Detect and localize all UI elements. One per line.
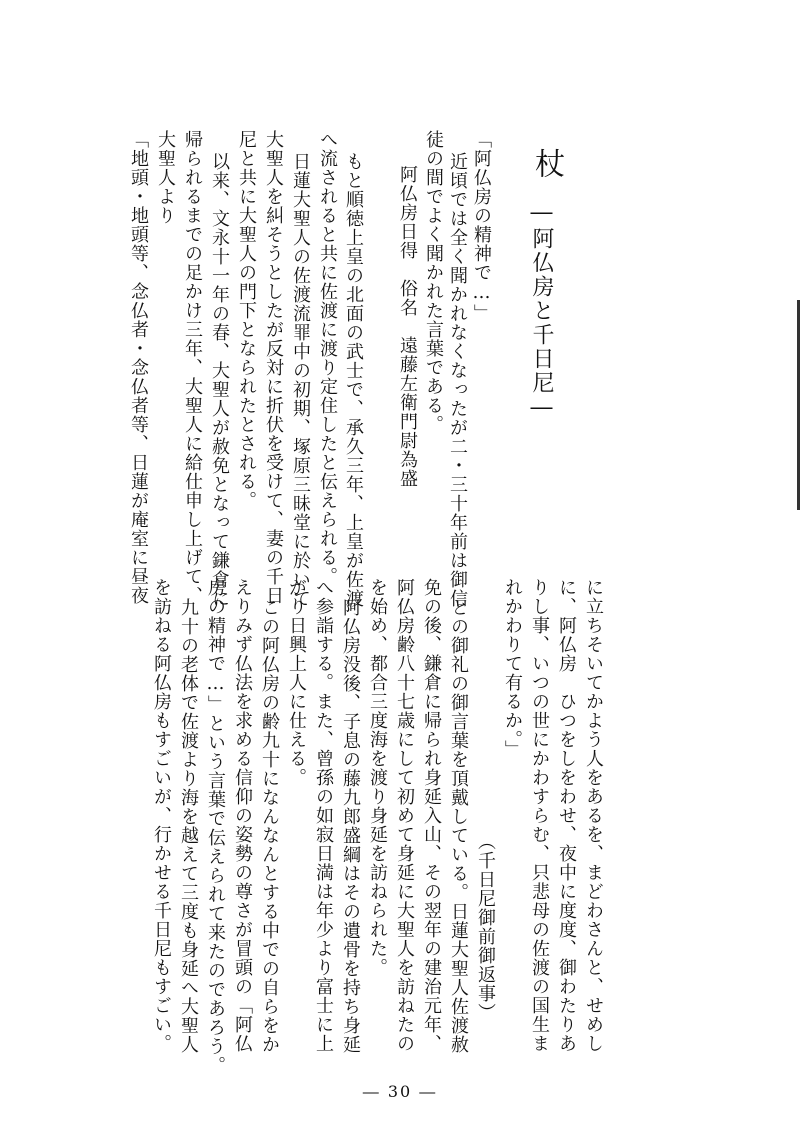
text-column: 尼と共に大聖人の門下となられたとされる。 xyxy=(236,130,257,510)
text-column: を訪ねる阿仏房もすごいが、行かせる千日尼もすごい。 xyxy=(151,578,172,1053)
text-column: がり日興上人に仕える。 xyxy=(286,578,307,787)
text-column: 帰られるまでの足かけ三年、大聖人に給仕申し上げて、 xyxy=(182,130,203,605)
text-column: との御礼の御言葉を頂戴している。日蓮大聖人佐渡赦 xyxy=(448,598,469,1054)
text-column: えりみず仏法を求める信仰の姿勢の尊さが冒頭の「阿仏 xyxy=(232,578,253,1053)
text-column: 房の精神で…」という言葉で伝えられて来たのであろう。 xyxy=(205,578,226,1075)
text-column: 徒の間でよく聞かれた言葉である。 xyxy=(423,130,444,434)
text-column: を始め、都合三度海を渡り身延を訪ねられた。 xyxy=(367,578,388,977)
title: 杖 xyxy=(529,148,564,178)
page-number: ― 30 ― xyxy=(362,1082,438,1101)
citation: （千日尼御前御返事） xyxy=(475,832,496,1022)
text-column: に、阿仏房 ひつをしをわせ、夜中に度度、御わたりあ xyxy=(556,578,577,1053)
text-column: れかわりて有るか。」 xyxy=(502,578,523,759)
text-column: 「地頭・地頭等、念仏者・念仏者等、日蓮が庵室に昼夜 xyxy=(128,130,149,605)
text-column: 免の後、鎌倉に帰られ身延入山、その翌年の建治元年、 xyxy=(421,578,442,1053)
text-column: 阿仏房没後、子息の藤九郎盛綱はその遺骨を持ち身延 xyxy=(340,598,361,1054)
text-column: 阿仏房日得 俗名 遠藤左衛門尉為盛 xyxy=(397,165,418,488)
text-column: 阿仏房齢八十七歳にして初めて身延に大聖人を訪ねたの xyxy=(394,578,415,1053)
text-column: 大聖人より xyxy=(155,130,176,225)
text-column: 大聖人を糾そうとしたが反対に折伏を受けて、妻の千日 xyxy=(263,130,284,605)
text-column: 以来、文永十一年の春、大聖人が赦免となって鎌倉に xyxy=(209,152,230,608)
text-column: この阿仏房の齢九十になんなんとする中での自らをか xyxy=(259,598,280,1054)
text-column: 日蓮大聖人の佐渡流罪中の初期、塚原三昧堂に於いて xyxy=(290,152,311,608)
text-column: へ流されると共に佐渡に渡り定住したと伝えられる。 xyxy=(317,130,338,586)
text-column: 「阿仏房の精神で…」 xyxy=(471,130,492,323)
subtitle: ―阿仏房と千日尼― xyxy=(529,200,554,422)
text-column: りし事、いつの世にかわすらむ、只悲母の佐渡の国生ま xyxy=(529,578,550,1053)
text-column: 近頃では全く聞かれなくなったが二・三十年前は御信 xyxy=(447,152,468,608)
text-column: へ参詣する。また、曾孫の如寂日満は年少より富士に上 xyxy=(313,578,334,1053)
text-column: もと順徳上皇の北面の武士で、承久三年、上皇が佐渡 xyxy=(343,152,364,608)
text-column: に立ちそいてかよう人をあるを、まどわさんと、せめし xyxy=(583,578,604,1053)
text-column: 九十の老体で佐渡より海を越えて三度も身延へ大聖人 xyxy=(178,598,199,1054)
